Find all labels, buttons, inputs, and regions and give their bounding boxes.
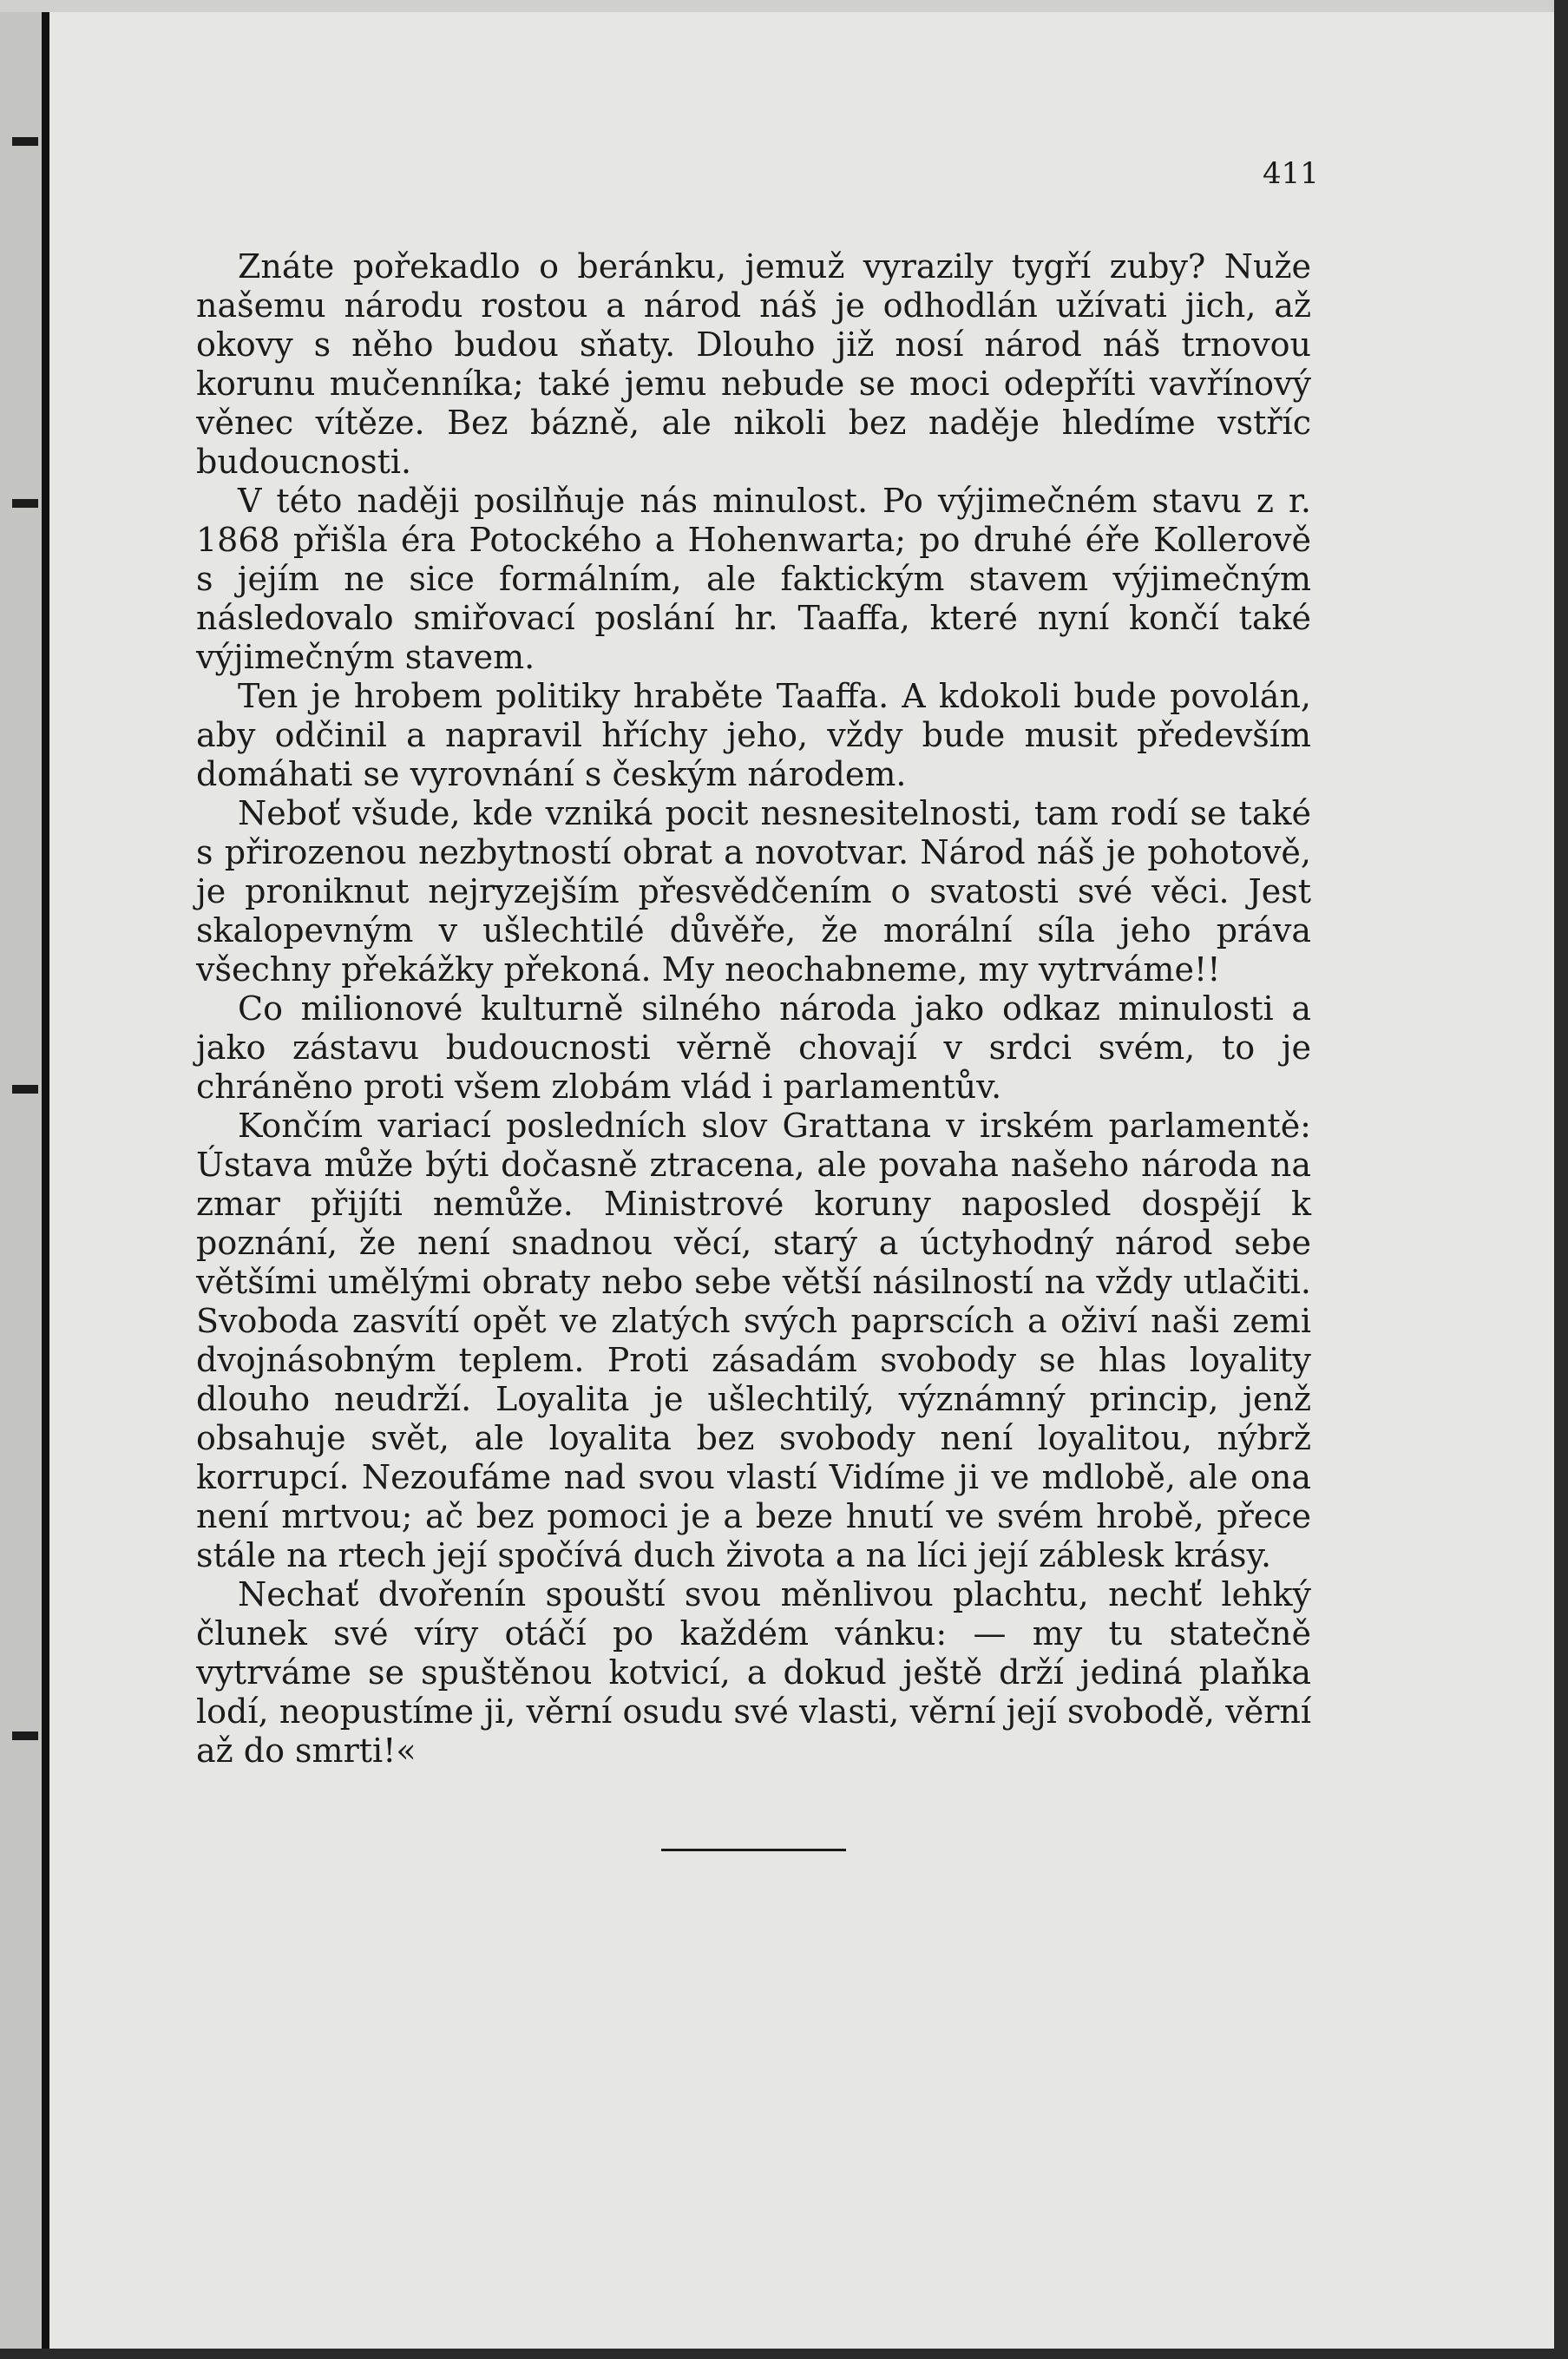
paragraph: Ten je hrobem politiky hraběte Taaffa. A kdokoli bude povolán, aby odčinil a napravil hříchy jeho, vždy bude musit především domáhati se vyrovnání s českým národem. — [196, 677, 1311, 793]
paragraph: V této naději posilňuje nás minulost. Po výjimečném stavu z r. 1868 přišla éra Potockého a Hohenwarta; po druhé éře Kollerově s jejím ne sice formálním, ale faktickým stavem výjimečným následovalo smiřovací poslání hr. Taaffa, které nyní končí také výjimečným stavem. — [196, 482, 1311, 676]
page-left-shadow — [0, 0, 42, 2359]
page-bottom-edge — [0, 2349, 1568, 2359]
margin-mark — [12, 1731, 38, 1740]
paragraph: Končím variací posledních slov Grattana v irském parlamentě: Ústava může býti dočasně ztracena, ale povaha našeho národa na zmar přijíti nemůže. Ministrové koruny naposled dospějí k poznání, že není snadnou věcí, starý a úctyhodný národ sebe většími umělými obraty nebo sebe větší násilností na vždy utlačiti. Svoboda zasvítí opět ve zlatých svých paprscích a oživí naši zemi dvojnásobným teplem. Proti zásadám svobody se hlas loyality dlouho neudrží. Loyalita je ušlechtilý, význámný princip, jenž obsahuje svět, ale loyalita bez svobody není loyalitou, nýbrž korrupcí. Nezoufáme nad svou vlastí Vidíme ji ve mdlobě, ale ona není mrtvou; ač bez pomoci je a beze hnutí ve svém hrobě, přece stále na rtech její spočívá duch života a na líci její záblesk krásy. — [196, 1107, 1311, 1574]
margin-mark — [12, 499, 38, 508]
paragraph: Znáte pořekadlo o beránku, jemuž vyrazily tygří zuby? Nuže našemu národu rostou a národ náš je odhodlán užívati jich, až okovy s něho budou sňaty. Dlouho již nosí národ náš trnovou korunu mučenníka; také jemu nebude se moci odepříti vavřínový věnec vítěze. Bez bázně, ale nikoli bez naděje hledíme vstříc budoucnosti. — [196, 247, 1311, 481]
paragraph: Nechať dvořenín spouští svou měnlivou plachtu, nechť lehký člunek své víry otáčí po každém vánku: — my tu statečně vytrváme se spuštěnou kotvicí, a dokud ještě drží jediná plaňka lodí, neopustíme ji, věrní osudu své vlasti, věrní její svobodě, věrní až do smrti!« — [196, 1575, 1311, 1770]
page-right-edge — [1554, 0, 1568, 2359]
page-number: 411 — [1263, 156, 1319, 191]
body-text — [196, 247, 1311, 1771]
paragraph: Neboť všude, kde vzniká pocit nesnesitelnosti, tam rodí se také s přirozenou nezbytností obrat a novotvar. Národ náš je pohotově, je proniknut nejryzejším přesvědčením o svatosti své věci. Jest skalopevným v ušlechtilé důvěře, že morální síla jeho práva všechny překážky překoná. My neochabneme, my vytrváme!! — [196, 794, 1311, 989]
page-binding-edge — [42, 0, 49, 2359]
end-rule — [661, 1849, 846, 1851]
margin-mark — [12, 1085, 38, 1094]
page-top-edge — [0, 0, 1568, 12]
paragraph: Co milionové kulturně silného národa jako odkaz minulosti a jako zástavu budoucnosti věrně chovají v srdci svém, to je chráněno proti všem zlobám vlád i parlamentův. — [196, 989, 1311, 1106]
margin-mark — [12, 137, 38, 146]
